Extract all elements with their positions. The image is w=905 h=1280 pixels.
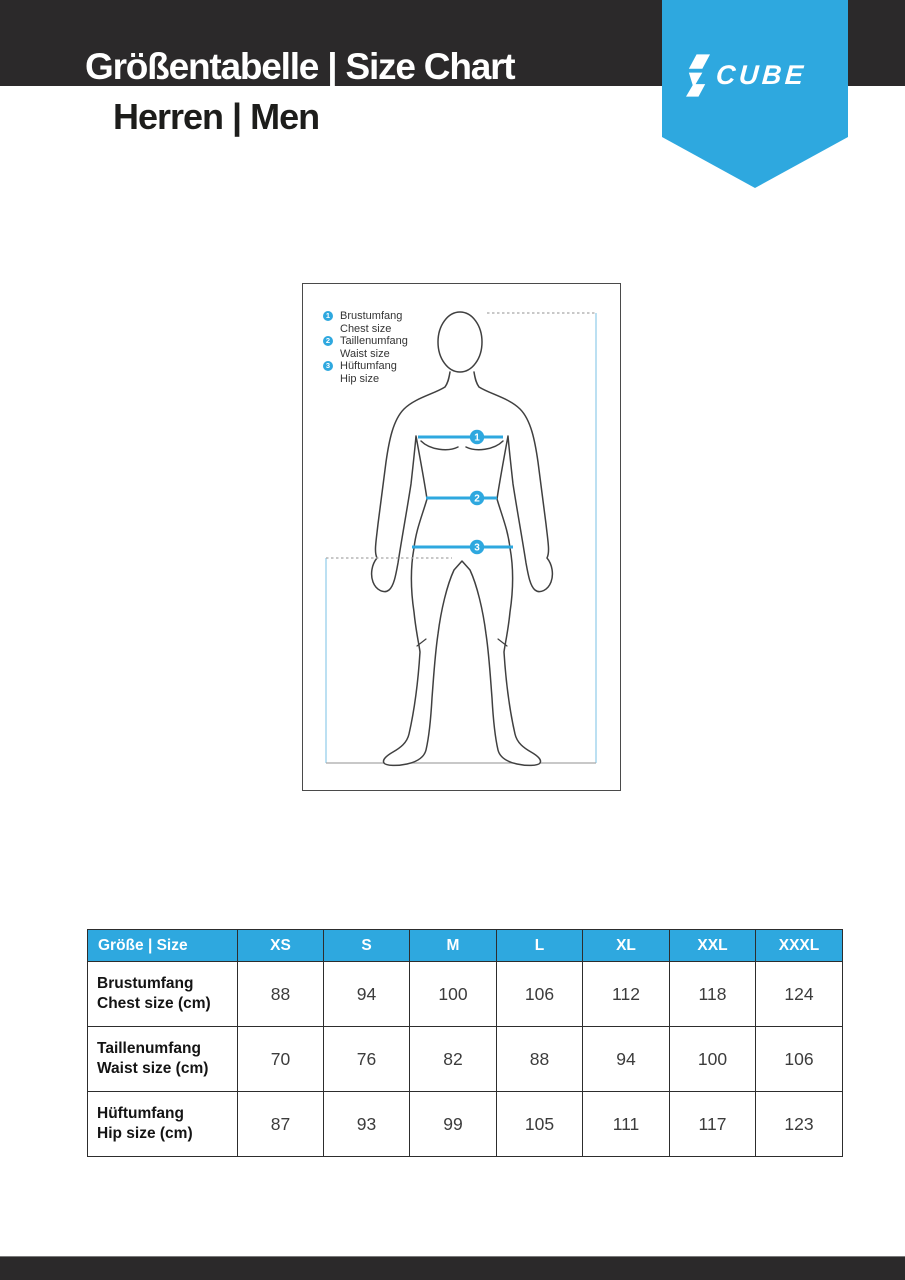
cell-value: 100 (410, 962, 497, 1027)
cell-value: 99 (410, 1092, 497, 1157)
hip-marker-number: 3 (474, 542, 480, 554)
cell-value: 123 (756, 1092, 843, 1157)
legend-label (340, 310, 402, 335)
legend-item-chest (323, 310, 408, 335)
size-col-xs: XS (238, 930, 324, 962)
table-row-chest (88, 962, 843, 1027)
cube-wordmark: CUBE (714, 60, 808, 90)
cell-value: 100 (670, 1027, 756, 1092)
row-label (88, 962, 238, 1027)
cell-value: 76 (324, 1027, 410, 1092)
cell-value: 124 (756, 962, 843, 1027)
cell-value: 94 (583, 1027, 670, 1092)
cell-value: 88 (497, 1027, 583, 1092)
size-col-xl: XL (583, 930, 670, 962)
row-label-en: Hip size (cm) (97, 1125, 193, 1142)
legend-label (340, 335, 408, 360)
legend-number-badge: 1 (323, 311, 333, 321)
legend-label (340, 360, 397, 385)
cell-value: 106 (497, 962, 583, 1027)
table-row-waist (88, 1027, 843, 1092)
row-label-de: Hüftumfang (97, 1105, 184, 1122)
legend-item-waist (323, 335, 408, 360)
row-label (88, 1027, 238, 1092)
chest-marker-number: 1 (474, 432, 480, 444)
cell-value: 105 (497, 1092, 583, 1157)
legend-label-de: Taillenumfang (340, 335, 408, 347)
cell-value: 70 (238, 1027, 324, 1092)
page-subtitle: Herren | Men (113, 96, 320, 137)
size-table-header-row (88, 930, 843, 962)
measurement-legend (323, 310, 408, 385)
legend-label-de: Hüftumfang (340, 360, 397, 372)
row-label-en: Chest size (cm) (97, 995, 211, 1012)
legend-number-badge: 3 (323, 361, 333, 371)
measurement-diagram (302, 283, 621, 791)
legend-item-hip (323, 360, 408, 385)
size-col-l: L (497, 930, 583, 962)
footer-bar (0, 1256, 905, 1280)
legend-label-en: Chest size (340, 322, 392, 335)
size-col-m: M (410, 930, 497, 962)
cell-value: 87 (238, 1092, 324, 1157)
cell-value: 112 (583, 962, 670, 1027)
table-row-hip (88, 1092, 843, 1157)
cube-ribbon (662, 0, 848, 192)
waist-marker-number: 2 (474, 493, 480, 505)
legend-label-de: Brustumfang (340, 310, 403, 322)
row-label-en: Waist size (cm) (97, 1060, 209, 1077)
cell-value: 117 (670, 1092, 756, 1157)
size-col-xxxl: XXXL (756, 930, 843, 962)
cell-value: 111 (583, 1092, 670, 1157)
row-label-de: Brustumfang (97, 975, 194, 992)
cell-value: 94 (324, 962, 410, 1027)
size-col-s: S (324, 930, 410, 962)
row-label-de: Taillenumfang (97, 1040, 201, 1057)
cell-value: 106 (756, 1027, 843, 1092)
legend-number-badge: 2 (323, 336, 333, 346)
cell-value: 88 (238, 962, 324, 1027)
cell-value: 118 (670, 962, 756, 1027)
size-table-header-label: Größe | Size (88, 930, 238, 962)
row-label (88, 1092, 238, 1157)
legend-label-en: Hip size (340, 372, 380, 385)
figure-head (438, 312, 482, 372)
cell-value: 93 (324, 1092, 410, 1157)
size-col-xxl: XXL (670, 930, 756, 962)
cube-logo-mark (686, 53, 711, 98)
page-title: Größentabelle | Size Chart (85, 46, 515, 87)
size-table (87, 929, 843, 1157)
cell-value: 82 (410, 1027, 497, 1092)
legend-label-en: Waist size (340, 347, 390, 360)
cube-logo (686, 53, 807, 98)
